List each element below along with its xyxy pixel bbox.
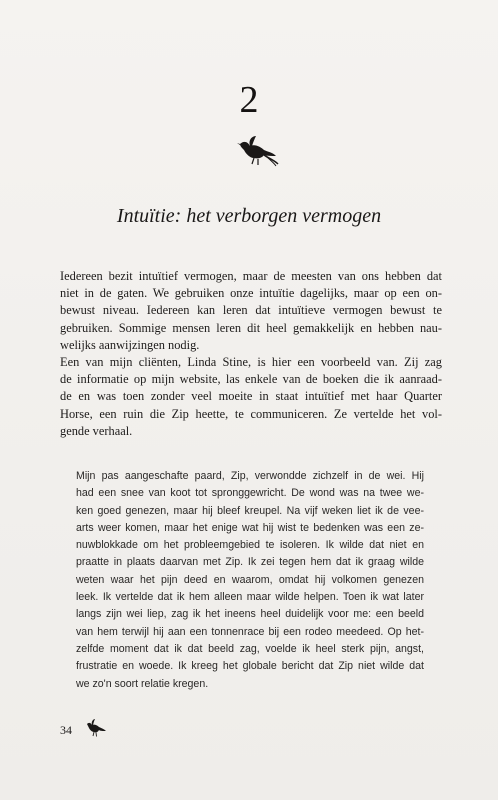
quote-line: frustratie en woede. Ik kreeg het globale bericht dat Zip niet wilde dat	[76, 660, 424, 673]
quote-line: weten waar het pijn deed en waarom, omdat hij volkomen genezen	[76, 573, 424, 586]
quoted-story	[76, 468, 424, 693]
bird-ornament-icon	[236, 134, 280, 168]
quote-line: Mijn pas aangeschafte paard, Zip, verwondde zichzelf in de wei. Hij	[76, 470, 424, 482]
chapter-title: Intuïtie: het verborgen vermogen	[116, 205, 382, 227]
body-line: Horse, een ruin die Zip heette, te communiceren. Ze vertelde het vol-	[60, 406, 442, 421]
quote-line: nuwblokkade om het probleemgebied te isoleren. Ik wilde dat niet en	[76, 539, 424, 552]
page-number: 34	[60, 723, 72, 737]
quote-line: leek. Ik vertelde dat ik hem alleen maar wilde helpen. Toen ik wat later	[76, 591, 424, 604]
quote-line: arts weer komen, maar het enige wat hij wist te bedenken was een ze-	[76, 521, 424, 534]
body-line: gende verhaal.	[60, 423, 133, 438]
quote-line: ken goed genezen, maar hij bleef kreupel. Na vijf weken liet ik de vee-	[76, 504, 424, 517]
body-line: welijks aanwijzingen nodig.	[60, 337, 200, 352]
chapter-number: 2	[239, 79, 259, 121]
body-line: de en was toen zonder veel moeite in staat intuïtief met haar Quarter	[60, 389, 442, 404]
footer-bird-ornament-icon	[84, 718, 108, 738]
body-line: de informatie op mijn website, las enkele van de boeken die ik aanraad-	[60, 372, 442, 387]
quote-line: praatte in plaats daarvan met Zip. Ik zei tegen hem dat ik graag wilde	[76, 556, 424, 569]
quote-line: had een snee van koot tot spronggewricht. De wond was na twee we-	[76, 487, 424, 500]
quote-line: langs zijn wei liep, zag ik het ineens heel duidelijk voor me: een beeld	[76, 608, 424, 621]
body-paragraphs	[60, 268, 442, 440]
body-line: niet in de gaten. We gebruiken onze intuïtie dagelijks, maar op een on-	[60, 286, 442, 301]
quote-line: zelfde moment dat ik dat beeld zag, voelde ik heel sterk pijn, angst,	[76, 642, 424, 655]
body-line: Een van mijn cliënten, Linda Stine, is hier een voorbeeld van. Zij zag	[60, 355, 442, 370]
body-line: bewust niveau. Iedereen kan leren dat intuïtieve vermogen bewust te	[60, 303, 442, 318]
quote-line: van hem terwijl hij aan een tonnenrace bij een rodeo meedeed. Op het-	[76, 625, 424, 638]
body-line: gebruiken. Sommige mensen leren dit heel gemakkelijk en hebben nau-	[60, 320, 442, 335]
quote-line: we zo'n soort relatie kregen.	[76, 677, 209, 690]
body-line: Iedereen bezit intuïtief vermogen, maar de meesten van ons hebben dat	[60, 269, 442, 283]
